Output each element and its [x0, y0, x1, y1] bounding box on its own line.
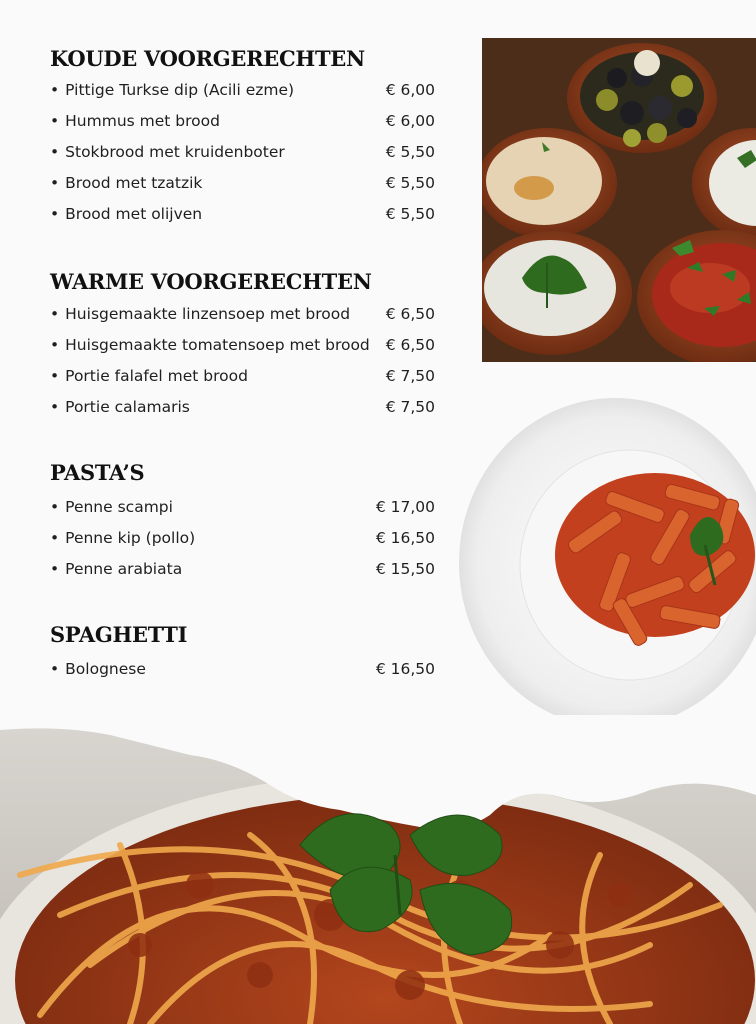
dips-photo — [482, 38, 756, 362]
menu-item — [50, 391, 435, 422]
menu-item — [50, 553, 435, 584]
menu-item — [50, 74, 435, 105]
item-price: € 15,50 — [375, 559, 435, 578]
section-koude-voorgerechten — [50, 46, 435, 229]
item-name: • Hummus met brood — [50, 112, 220, 130]
menu-item — [50, 653, 435, 684]
item-name: • Huisgemaakte linzensoep met brood — [50, 305, 350, 323]
item-list — [50, 74, 435, 229]
item-list — [50, 653, 435, 684]
spaghetti-illustration — [0, 715, 756, 1024]
item-price: € 7,50 — [385, 366, 435, 385]
section-title: KOUDE VOORGERECHTEN — [50, 46, 365, 71]
item-price: € 6,50 — [385, 335, 435, 354]
spaghetti-photo — [0, 715, 756, 1024]
item-name: • Penne arabiata — [50, 560, 182, 578]
item-name: • Stokbrood met kruidenboter — [50, 143, 285, 161]
item-name: • Portie calamaris — [50, 398, 190, 416]
item-list — [50, 298, 435, 422]
item-price: € 5,50 — [385, 173, 435, 192]
item-price: € 6,50 — [385, 304, 435, 323]
item-name: • Penne kip (pollo) — [50, 529, 195, 547]
dips-illustration — [482, 38, 756, 362]
section-title: PASTA’S — [50, 460, 145, 485]
item-name: • Pittige Turkse dip (Acili ezme) — [50, 81, 294, 99]
menu-item — [50, 136, 435, 167]
item-price: € 5,50 — [385, 204, 435, 223]
section-warme-voorgerechten — [50, 269, 435, 422]
item-name: • Portie falafel met brood — [50, 367, 248, 385]
section-spaghetti — [50, 622, 435, 684]
item-name: • Brood met tzatzik — [50, 174, 202, 192]
item-price: € 6,00 — [385, 111, 435, 130]
menu-item — [50, 105, 435, 136]
section-title: SPAGHETTI — [50, 622, 188, 647]
section-pastas — [50, 460, 435, 584]
menu-item — [50, 360, 435, 391]
menu-item — [50, 491, 435, 522]
item-price: € 5,50 — [385, 142, 435, 161]
menu-item — [50, 167, 435, 198]
item-name: • Penne scampi — [50, 498, 173, 516]
item-price: € 7,50 — [385, 397, 435, 416]
item-list — [50, 491, 435, 584]
penne-photo — [455, 395, 756, 733]
item-price: € 17,00 — [375, 497, 435, 516]
item-name: • Brood met olijven — [50, 205, 202, 223]
menu-item — [50, 329, 435, 360]
menu-item — [50, 522, 435, 553]
item-price: € 16,50 — [375, 528, 435, 547]
penne-illustration — [455, 395, 756, 733]
item-name: • Huisgemaakte tomatensoep met brood — [50, 336, 370, 354]
item-price: € 16,50 — [375, 659, 435, 678]
item-price: € 6,00 — [385, 80, 435, 99]
menu-item — [50, 198, 435, 229]
section-title: WARME VOORGERECHTEN — [50, 269, 372, 294]
menu-item — [50, 298, 435, 329]
item-name: • Bolognese — [50, 660, 146, 678]
